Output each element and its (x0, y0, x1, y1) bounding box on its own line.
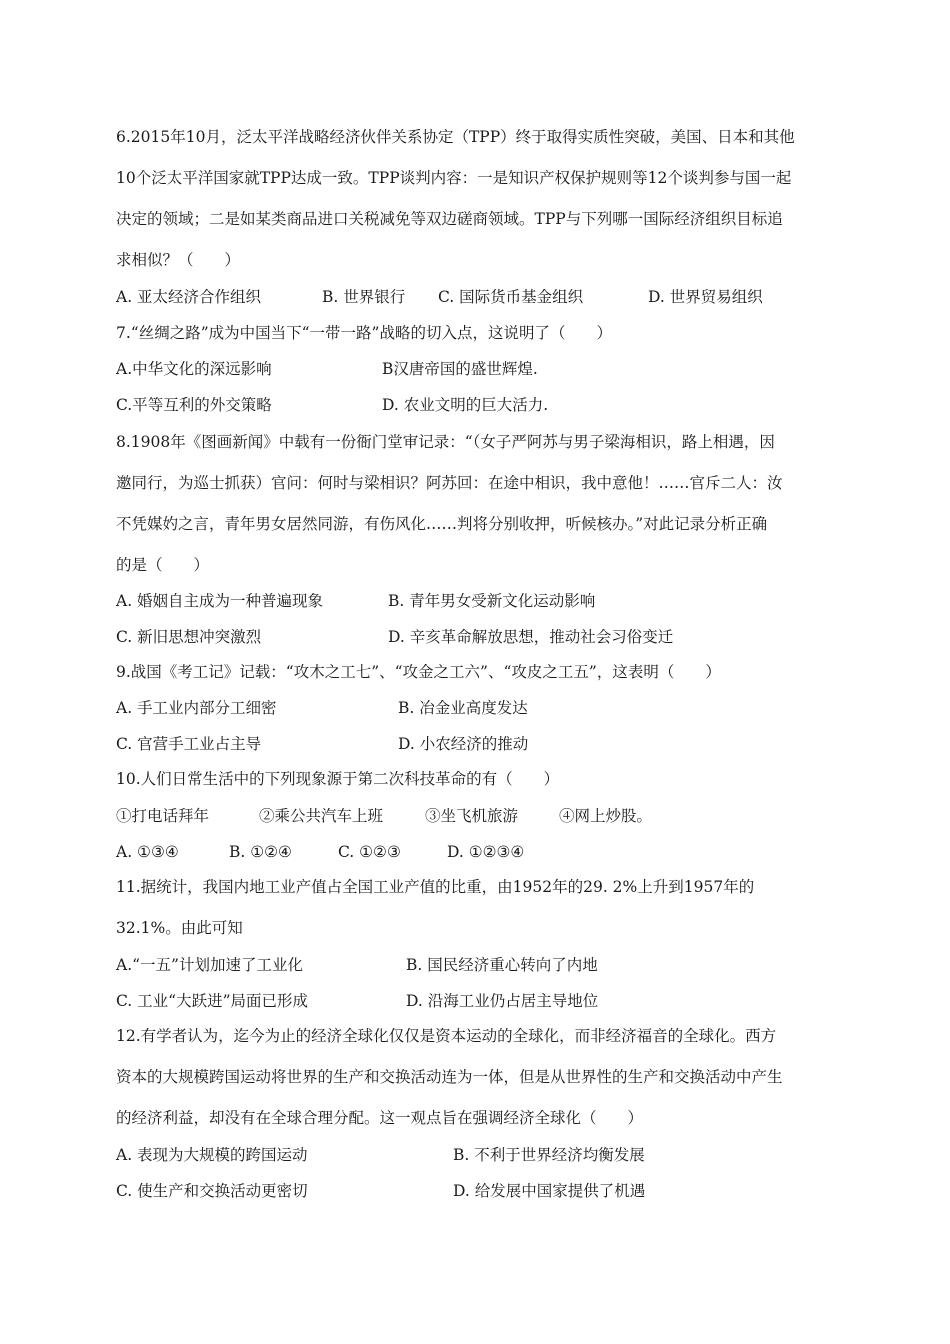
q12-option-b: B. 不利于世界经济均衡发展 (453, 1146, 645, 1164)
q10-option-c: C. ①②③ (338, 843, 401, 861)
q9-stem: 9.战国《考工记》记载：“攻木之工七”、“攻金之工六”、“攻皮之工五”，这表明（ ） (116, 663, 721, 681)
q8-stem-line-1: 8.1908年《图画新闻》中载有一份衙门堂审记录：“（女子严阿苏与男子梁海相识，路上相遇，因 (116, 433, 775, 451)
q6-option-c: C. 国际货币基金组织 (438, 288, 584, 306)
q6-stem-line-1: 6.2015年10月，泛太平洋战略经济伙伴关系协定（TPP）终于取得实质性突破，美国、日本和其他 (116, 128, 795, 146)
q11-option-c: C. 工业“大跃进”局面已形成 (116, 992, 309, 1010)
q8-stem-line-4: 的是（ ） (116, 556, 210, 574)
q8-option-b: B. 青年男女受新文化运动影响 (388, 592, 596, 610)
q11-option-d: D. 沿海工业仍占居主导地位 (406, 992, 599, 1010)
q12-stem-line-3: 的经济利益，却没有在全球合理分配。这一观点旨在强调经济全球化（ ） (116, 1109, 644, 1127)
q12-stem-line-2: 资本的大规模跨国运动将世界的生产和交换活动连为一体，但是从世界性的生产和交换活动中产生 (116, 1068, 783, 1086)
q7-stem: 7.“丝绸之路”成为中国当下“一带一路”战略的切入点，这说明了（ ） (116, 324, 612, 342)
q7-option-c: C.平等互利的外交策略 (116, 396, 272, 414)
q10-stem: 10.人们日常生活中的下列现象源于第二次科技革命的有（ ） (116, 770, 560, 788)
q6-stem-line-3: 决定的领域；二是如某类商品进口关税减免等双边磋商领域。TPP与下列哪一国际经济组织目标追 (116, 210, 783, 228)
q8-option-d: D. 辛亥革命解放思想，推动社会习俗变迁 (388, 628, 674, 646)
q6-option-b: B. 世界银行 (322, 288, 406, 306)
q12-stem-line-1: 12.有学者认为，迄今为止的经济全球化仅仅是资本运动的全球化，而非经济福音的全球化。西方 (116, 1027, 777, 1045)
q11-option-b: B. 国民经济重心转向了内地 (406, 956, 598, 974)
q12-option-a: A. 表现为大规模的跨国运动 (116, 1146, 308, 1164)
q10-item-2: ②乘公共汽车上班 (259, 807, 384, 825)
q12-option-c: C. 使生产和交换活动更密切 (116, 1182, 308, 1200)
q7-option-b: B汉唐帝国的盛世辉煌. (382, 360, 538, 378)
q6-stem-line-4: 求相似？（ ） (116, 251, 241, 269)
q9-option-a: A. 手工业内部分工细密 (116, 699, 277, 717)
q6-stem-line-2: 10个泛太平洋国家就TPP达成一致。TPP谈判内容：一是知识产权保护规则等12个谈判参与国一起 (116, 169, 792, 187)
q12-option-d: D. 给发展中国家提供了机遇 (453, 1182, 646, 1200)
q9-option-d: D. 小农经济的推动 (398, 735, 529, 753)
q6-option-a: A. 亚太经济合作组织 (116, 288, 262, 306)
q10-option-d: D. ①②③④ (447, 843, 525, 861)
q10-item-1: ①打电话拜年 (116, 807, 210, 825)
q8-stem-line-2: 邀同行，为巡士抓获）官问：何时与梁相识？阿苏回：在途中相识，我中意他！……官斥二人：汝 (116, 474, 783, 492)
q10-item-3: ③坐飞机旅游 (425, 807, 519, 825)
q11-option-a: A.“一五”计划加速了工业化 (116, 956, 303, 974)
q8-option-c: C. 新旧思想冲突激烈 (116, 628, 262, 646)
q7-option-a: A.中华文化的深远影响 (116, 360, 272, 378)
q10-item-4: ④网上炒股。 (559, 807, 653, 825)
q8-stem-line-3: 不凭媒妁之言，青年男女居然同游，有伤风化……判将分别收押，听候核办。”对此记录分析正确 (116, 515, 768, 533)
q11-stem-line-1: 11.据统计，我国内地工业产值占全国工业产值的比重，由1952年的29. 2%上升到1957年的 (116, 878, 755, 896)
q10-option-b: B. ①②④ (229, 843, 292, 861)
q10-option-a: A. ①③④ (116, 843, 179, 861)
q7-option-d: D. 农业文明的巨大活力. (382, 396, 549, 414)
q6-option-d: D. 世界贸易组织 (648, 288, 763, 306)
q8-option-a: A. 婚姻自主成为一种普遍现象 (116, 592, 324, 610)
q11-stem-line-2: 32.1%。由此可知 (116, 919, 243, 937)
q9-option-b: B. 冶金业高度发达 (398, 699, 528, 717)
q9-option-c: C. 官营手工业占主导 (116, 735, 262, 753)
